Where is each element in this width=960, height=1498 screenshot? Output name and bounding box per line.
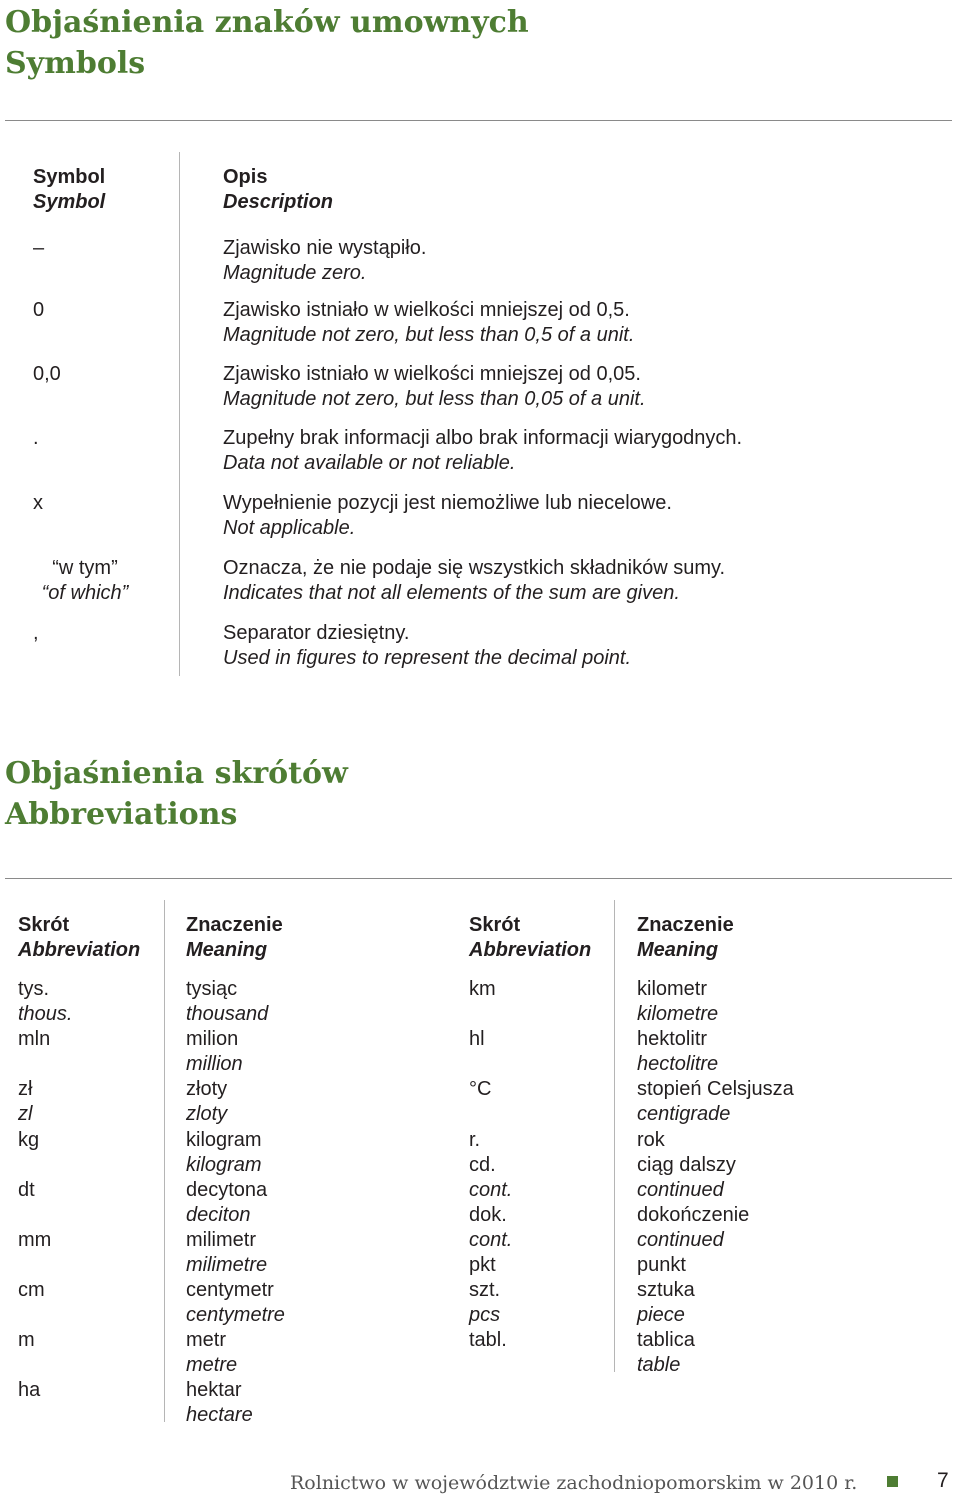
abbr-entry xyxy=(469,977,496,1002)
meaning-entry xyxy=(186,1278,285,1328)
meaning-pl: centymetr xyxy=(186,1279,274,1301)
symbol-description xyxy=(223,236,943,286)
meaning-entry xyxy=(186,1328,237,1378)
symbols-title-pl: Objaśnienia znaków umownych xyxy=(5,5,529,40)
meaning-en: deciton xyxy=(186,1204,251,1226)
symbol-description xyxy=(223,556,943,606)
abbreviations-divider xyxy=(5,878,952,879)
meaning-entry xyxy=(637,977,718,1027)
meaning-entry xyxy=(186,1228,267,1278)
meaning-pl: hektolitr xyxy=(637,1028,708,1050)
abbr-pl: km xyxy=(469,978,496,1000)
symbols-divider xyxy=(5,120,952,121)
meaning-en: million xyxy=(186,1053,243,1075)
meaning-entry xyxy=(186,1077,227,1127)
meaning-entry xyxy=(186,1128,262,1178)
abbr-pl: hl xyxy=(469,1028,485,1050)
abbr-pl: mm xyxy=(18,1229,52,1251)
footer-square-icon xyxy=(887,1476,898,1487)
abbr-pl: zł xyxy=(18,1078,33,1100)
description-pl: Separator dziesiętny. xyxy=(223,622,410,644)
abbreviations-column-separator-left xyxy=(164,900,165,1422)
abbr-pl: dt xyxy=(18,1179,35,1201)
abbr-entry xyxy=(469,1328,507,1353)
description-en: Magnitude zero. xyxy=(223,262,367,284)
meaning-pl: dokończenie xyxy=(637,1204,750,1226)
meaning-header-en: Meaning xyxy=(637,939,719,961)
meaning-entry xyxy=(186,977,268,1027)
meaning-pl: punkt xyxy=(637,1254,686,1276)
meaning-entry xyxy=(186,1178,267,1228)
meaning-pl: milimetr xyxy=(186,1229,256,1251)
meaning-pl: decytona xyxy=(186,1179,268,1201)
symbol-value: – xyxy=(33,237,45,259)
description-pl: Zjawisko istniało w wielkości mniejszej od 0,05. xyxy=(223,363,641,385)
symbol-value: , xyxy=(33,622,39,644)
description-en: Used in figures to represent the decimal point. xyxy=(223,647,631,669)
abbr-entry xyxy=(18,1077,32,1127)
abbr-en: zl xyxy=(18,1103,33,1125)
symbol-value-pl: “w tym” xyxy=(52,557,118,579)
page-number: 7 xyxy=(937,1469,949,1492)
symbol-row xyxy=(0,556,960,606)
description-en: Data not available or not reliable. xyxy=(223,452,516,474)
abbr-pl: kg xyxy=(18,1129,40,1151)
abbr-header-en: Abbreviation xyxy=(18,939,141,961)
abbr-en: thous. xyxy=(18,1003,73,1025)
description-en: Not applicable. xyxy=(223,517,356,539)
symbol-row xyxy=(0,362,960,412)
meaning-column-header-right xyxy=(637,913,734,963)
description-pl: Wypełnienie pozycji jest niemożliwe lub niecelowe. xyxy=(223,492,672,514)
meaning-pl: hektar xyxy=(186,1379,242,1401)
abbr-header-pl: Skrót xyxy=(469,914,521,936)
meaning-entry xyxy=(637,1328,695,1378)
meaning-header-pl: Znaczenie xyxy=(186,914,283,936)
symbol-description xyxy=(223,621,943,671)
meaning-pl: rok xyxy=(637,1129,665,1151)
meaning-entry xyxy=(637,1278,695,1328)
meaning-en: hectare xyxy=(186,1404,253,1426)
symbol-row xyxy=(0,621,960,671)
description-en: Indicates that not all elements of the sum are given. xyxy=(223,582,680,604)
meaning-en: kilometre xyxy=(637,1003,719,1025)
meaning-entry xyxy=(637,1027,718,1077)
abbr-entry xyxy=(18,1378,40,1403)
symbol-header-en: Symbol xyxy=(33,191,106,213)
abbr-pl: m xyxy=(18,1329,35,1351)
abbr-header-pl: Skrót xyxy=(18,914,70,936)
meaning-en: table xyxy=(637,1354,681,1376)
meaning-en: hectolitre xyxy=(637,1053,719,1075)
meaning-pl: złoty xyxy=(186,1078,228,1100)
abbr-entry xyxy=(469,1178,512,1228)
meaning-en: continued xyxy=(637,1229,724,1251)
meaning-pl: milion xyxy=(186,1028,239,1050)
meaning-pl: metr xyxy=(186,1329,226,1351)
meaning-en: milimetre xyxy=(186,1254,268,1276)
meaning-header-en: Meaning xyxy=(186,939,268,961)
symbol-value: . xyxy=(33,427,39,449)
abbr-entry xyxy=(469,1027,485,1052)
abbr-entry xyxy=(469,1278,500,1328)
symbols-heading xyxy=(5,2,529,84)
symbol-value-en: “of which” xyxy=(41,582,129,604)
abbr-entry xyxy=(18,977,72,1027)
symbol-description xyxy=(223,426,943,476)
description-column-header xyxy=(223,165,333,215)
abbr-en: pcs xyxy=(469,1304,501,1326)
symbols-title-en: Symbols xyxy=(5,46,146,81)
abbr-pl: °C xyxy=(469,1078,492,1100)
meaning-pl: tablica xyxy=(637,1329,695,1351)
meaning-header-pl: Znaczenie xyxy=(637,914,734,936)
abbreviations-title-en: Abbreviations xyxy=(5,797,238,832)
abbr-pl: ha xyxy=(18,1379,41,1401)
description-en: Magnitude not zero, but less than 0,5 of a unit. xyxy=(223,324,635,346)
meaning-pl: ciąg dalszy xyxy=(637,1154,736,1176)
symbol-value: 0 xyxy=(33,299,45,321)
meaning-en: centigrade xyxy=(637,1103,731,1125)
abbr-entry xyxy=(18,1178,35,1203)
abbr-entry xyxy=(18,1278,45,1303)
abbr-pl: r. xyxy=(469,1129,481,1151)
abbreviations-column-separator-right xyxy=(614,900,615,1372)
symbol-value: 0,0 xyxy=(33,363,61,385)
meaning-pl: kilometr xyxy=(637,978,708,1000)
symbol-column-header xyxy=(33,165,105,215)
meaning-entry xyxy=(637,1228,724,1278)
description-en: Magnitude not zero, but less than 0,05 of a unit. xyxy=(223,388,646,410)
abbr-entry xyxy=(18,1128,39,1153)
meaning-en: zloty xyxy=(186,1103,228,1125)
abbr-pl: cm xyxy=(18,1279,45,1301)
meaning-entry xyxy=(186,1378,253,1428)
meaning-en: continued xyxy=(637,1179,724,1201)
abbr-en: cont. xyxy=(469,1229,513,1251)
abbr-pl: mln xyxy=(18,1028,51,1050)
abbr-pl: tys. xyxy=(18,978,50,1000)
symbol-description xyxy=(223,298,943,348)
symbol-value xyxy=(30,556,140,606)
abbreviations-title-pl: Objaśnienia skrótów xyxy=(5,756,348,791)
meaning-en: kilogram xyxy=(186,1154,262,1176)
abbr-header-en: Abbreviation xyxy=(469,939,592,961)
description-header-en: Description xyxy=(223,191,334,213)
symbol-row xyxy=(0,426,960,476)
meaning-en: thousand xyxy=(186,1003,269,1025)
meaning-entry xyxy=(186,1027,243,1077)
symbol-header-pl: Symbol xyxy=(33,166,106,188)
abbr-pl: dok. xyxy=(469,1204,507,1226)
abbreviations-heading xyxy=(5,753,348,835)
meaning-entry xyxy=(637,1077,794,1127)
symbol-description xyxy=(223,362,943,412)
meaning-entry xyxy=(637,1128,736,1178)
description-pl: Zjawisko istniało w wielkości mniejszej od 0,5. xyxy=(223,299,630,321)
symbol-description xyxy=(223,491,943,541)
meaning-entry xyxy=(637,1178,749,1228)
symbol-value: x xyxy=(33,492,43,514)
description-pl: Zupełny brak informacji albo brak informacji wiarygodnych. xyxy=(223,427,743,449)
symbol-row xyxy=(0,298,960,348)
symbol-row xyxy=(0,236,960,286)
abbr-column-header-right xyxy=(469,913,591,963)
abbr-pl: pkt xyxy=(469,1254,496,1276)
description-header-pl: Opis xyxy=(223,166,268,188)
description-pl: Oznacza, że nie podaje się wszystkich składników sumy. xyxy=(223,557,726,579)
abbr-pl: tabl. xyxy=(469,1329,507,1351)
abbr-pl: szt. xyxy=(469,1279,501,1301)
meaning-en: metre xyxy=(186,1354,238,1376)
abbr-entry xyxy=(18,1328,35,1353)
meaning-pl: stopień Celsjusza xyxy=(637,1078,794,1100)
abbr-pl: cd. xyxy=(469,1154,496,1176)
abbr-entry xyxy=(18,1027,50,1052)
description-pl: Zjawisko nie wystąpiło. xyxy=(223,237,427,259)
symbol-row xyxy=(0,491,960,541)
abbr-en: cont. xyxy=(469,1179,513,1201)
abbr-column-header-left xyxy=(18,913,140,963)
meaning-column-header-left xyxy=(186,913,283,963)
meaning-pl: kilogram xyxy=(186,1129,262,1151)
footer-publication-title: Rolnictwo w województwie zachodniopomorskim w 2010 r. xyxy=(290,1472,858,1494)
meaning-en: piece xyxy=(637,1304,685,1326)
meaning-pl: sztuka xyxy=(637,1279,695,1301)
meaning-pl: tysiąc xyxy=(186,978,238,1000)
abbr-entry xyxy=(469,1228,512,1278)
abbr-entry xyxy=(18,1228,51,1253)
abbr-entry xyxy=(469,1077,491,1102)
meaning-en: centymetre xyxy=(186,1304,285,1326)
abbr-entry xyxy=(469,1128,496,1178)
